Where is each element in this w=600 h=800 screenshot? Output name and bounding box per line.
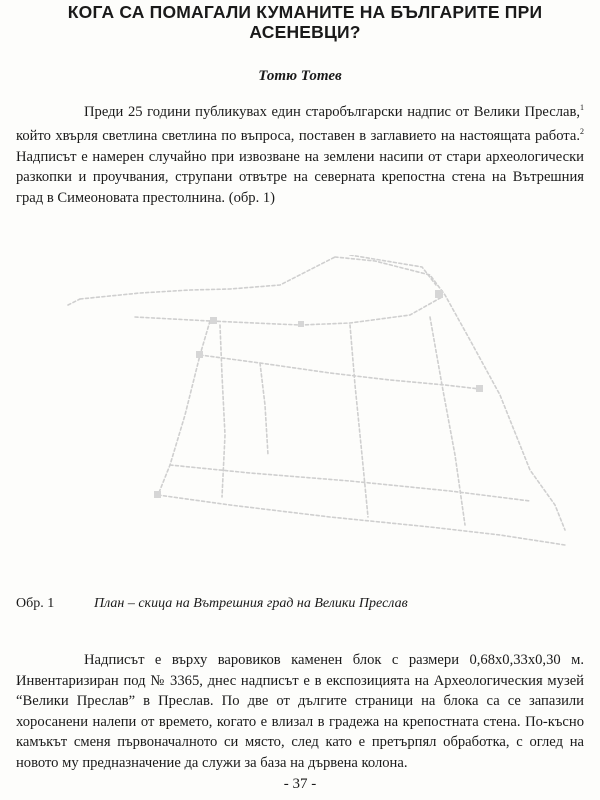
paragraph-intro (16, 98, 584, 208)
article-title: КОГА СА ПОМАГАЛИ КУМАНИТЕ НА БЪЛГАРИТЕ ПРИ АСЕНЕВЦИ? (67, 2, 543, 42)
page-number: - 37 - (283, 776, 317, 792)
footnote-ref-1: 1 (580, 103, 584, 112)
figure-number: Обр. 1 (16, 596, 55, 611)
plan-sketch-image (50, 255, 570, 555)
paragraph-inscription: Надписът е върху варовиков каменен блок с размери 0,68х0,33х0,30 м. Инвентаризиран под № 3365, днес надписът е в експозицията на Археологическия музей “Велики Преслав” в Преслав. По две от дългите страници на блока са се запазили хоросанени налепи от времето, когато е влизал в градежа на крепостната стена. По-късно камъкът сменя първоначалното си място, след като е претърпял обработка, с оглед на новото му предназначение да служи за база на дървена колона. (16, 652, 584, 771)
paragraph-intro-text-2: който хвърля светлина светлина по въпроса, поставен в заглавието на настоящата работа. (16, 128, 580, 145)
figure-caption (16, 596, 586, 612)
figure-caption-text: План – скица на Вътрешния град на Велики Преслав (94, 596, 408, 611)
footnote-ref-2: 2 (580, 127, 584, 137)
paragraph-intro-text-3: Надписът е намерен случайно при извозване на землени насипи от стари археологически разкопки и проучвания, струпани отвътре на северната крепостна стена на Вътрешния град в Симеоновата престолнина. (обр. 1) (16, 148, 584, 206)
author-name: Тотю Тотев (258, 68, 342, 84)
paragraph-intro-text-1: Преди 25 години публикувах един старобългарски надпис от Велики Преслав, (84, 103, 580, 120)
